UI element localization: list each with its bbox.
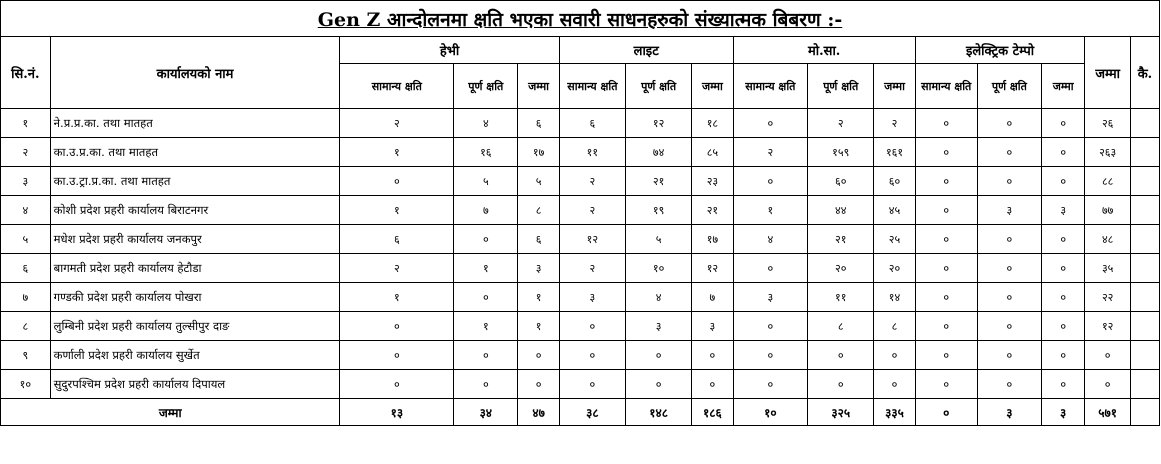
cell-tempo-minor: ० xyxy=(915,341,977,370)
cell-total: ४८ xyxy=(1085,225,1131,254)
cell-sn: ४ xyxy=(1,196,51,225)
cell-sn: १० xyxy=(1,370,51,399)
page-title: Gen Z आन्दोलनमा क्षति भएका सवारी साधनहरुको संख्यात्मक बिबरण :- xyxy=(1,1,1160,37)
cell-total: ७७ xyxy=(1085,196,1131,225)
subheader-heavy-sum: जम्मा xyxy=(518,64,559,109)
cell-total: ० xyxy=(1085,370,1131,399)
cell-heavy-minor: १ xyxy=(340,283,454,312)
cell-tempo-sum: ० xyxy=(1041,312,1084,341)
cell-light-minor: ११ xyxy=(559,138,625,167)
cell-remarks xyxy=(1130,167,1159,196)
cell-light-minor: २ xyxy=(559,254,625,283)
cell-heavy-sum: ८ xyxy=(518,196,559,225)
cell-remarks xyxy=(1130,341,1159,370)
cell-remarks xyxy=(1130,225,1159,254)
cell-heavy-minor: १ xyxy=(340,196,454,225)
cell-sn: २ xyxy=(1,138,51,167)
cell-heavy-full: ० xyxy=(454,225,518,254)
cell-office: सुदुरपश्चिम प्रदेश प्रहरी कार्यालय दिपायल xyxy=(50,370,340,399)
cell-heavy-sum: ० xyxy=(518,341,559,370)
subheader-mosa-sum: जम्मा xyxy=(874,64,915,109)
table-row xyxy=(1,138,1160,167)
header-mosa: मो.सा. xyxy=(733,37,915,64)
cell-mosa-minor: १ xyxy=(733,196,808,225)
cell-remarks xyxy=(1130,138,1159,167)
cell-heavy-full: १६ xyxy=(454,138,518,167)
table-row xyxy=(1,341,1160,370)
subheader-light-full: पूर्ण क्षति xyxy=(626,64,692,109)
cell-heavy-minor: ० xyxy=(340,341,454,370)
total-tempo-sum: ३ xyxy=(1041,399,1084,426)
cell-tempo-full: ३ xyxy=(977,196,1041,225)
cell-heavy-minor: २ xyxy=(340,254,454,283)
cell-heavy-minor: २ xyxy=(340,109,454,138)
cell-mosa-full: ४४ xyxy=(808,196,874,225)
cell-mosa-full: ० xyxy=(808,341,874,370)
cell-mosa-sum: २ xyxy=(874,109,915,138)
cell-heavy-sum: ५ xyxy=(518,167,559,196)
cell-office: कर्णाली प्रदेश प्रहरी कार्यालय सुर्खेत xyxy=(50,341,340,370)
cell-tempo-minor: ० xyxy=(915,138,977,167)
header-total: जम्मा xyxy=(1085,37,1131,109)
cell-heavy-full: ० xyxy=(454,283,518,312)
cell-light-minor: १२ xyxy=(559,225,625,254)
cell-heavy-minor: ० xyxy=(340,312,454,341)
subheader-mosa-full: पूर्ण क्षति xyxy=(808,64,874,109)
cell-mosa-sum: १४ xyxy=(874,283,915,312)
table-row xyxy=(1,283,1160,312)
cell-mosa-full: २० xyxy=(808,254,874,283)
table-row xyxy=(1,225,1160,254)
cell-tempo-full: ० xyxy=(977,312,1041,341)
cell-tempo-minor: ० xyxy=(915,283,977,312)
cell-heavy-sum: ६ xyxy=(518,225,559,254)
cell-remarks xyxy=(1130,109,1159,138)
total-grand: ५७१ xyxy=(1085,399,1131,426)
subheader-light-minor: सामान्य क्षति xyxy=(559,64,625,109)
cell-light-sum: १२ xyxy=(692,254,733,283)
table-row xyxy=(1,370,1160,399)
cell-heavy-sum: ० xyxy=(518,370,559,399)
cell-office: लुम्बिनी प्रदेश प्रहरी कार्यालय तुल्सीपुर दाङ xyxy=(50,312,340,341)
total-tempo-minor: ० xyxy=(915,399,977,426)
total-mosa-minor: १० xyxy=(733,399,808,426)
cell-heavy-sum: ३ xyxy=(518,254,559,283)
cell-heavy-full: १ xyxy=(454,254,518,283)
cell-heavy-full: १ xyxy=(454,312,518,341)
subheader-tempo-sum: जम्मा xyxy=(1041,64,1084,109)
cell-tempo-minor: ० xyxy=(915,167,977,196)
cell-tempo-sum: ० xyxy=(1041,225,1084,254)
table-row xyxy=(1,254,1160,283)
total-light-sum: १८६ xyxy=(692,399,733,426)
cell-mosa-sum: २० xyxy=(874,254,915,283)
cell-heavy-minor: १ xyxy=(340,138,454,167)
cell-mosa-sum: ० xyxy=(874,370,915,399)
cell-heavy-full: ४ xyxy=(454,109,518,138)
cell-office: कोशी प्रदेश प्रहरी कार्यालय बिराटनगर xyxy=(50,196,340,225)
cell-total: ३५ xyxy=(1085,254,1131,283)
cell-tempo-sum: ० xyxy=(1041,370,1084,399)
cell-tempo-sum: ० xyxy=(1041,254,1084,283)
cell-light-full: ० xyxy=(626,370,692,399)
cell-sn: ३ xyxy=(1,167,51,196)
cell-sn: ६ xyxy=(1,254,51,283)
cell-light-sum: १८ xyxy=(692,109,733,138)
cell-mosa-minor: ० xyxy=(733,341,808,370)
cell-heavy-full: ५ xyxy=(454,167,518,196)
cell-heavy-sum: १ xyxy=(518,283,559,312)
cell-heavy-minor: ० xyxy=(340,167,454,196)
cell-tempo-full: ० xyxy=(977,167,1041,196)
cell-light-sum: २१ xyxy=(692,196,733,225)
total-heavy-sum: ४७ xyxy=(518,399,559,426)
cell-tempo-full: ० xyxy=(977,138,1041,167)
cell-light-sum: ३ xyxy=(692,312,733,341)
cell-heavy-minor: ६ xyxy=(340,225,454,254)
cell-sn: १ xyxy=(1,109,51,138)
total-heavy-full: ३४ xyxy=(454,399,518,426)
cell-mosa-minor: ० xyxy=(733,312,808,341)
total-mosa-full: ३२५ xyxy=(808,399,874,426)
totals-row xyxy=(1,399,1160,426)
cell-total: ० xyxy=(1085,341,1131,370)
subheader-tempo-full: पूर्ण क्षति xyxy=(977,64,1041,109)
cell-tempo-sum: ० xyxy=(1041,283,1084,312)
cell-mosa-minor: २ xyxy=(733,138,808,167)
cell-light-full: १० xyxy=(626,254,692,283)
subheader-heavy-full: पूर्ण क्षति xyxy=(454,64,518,109)
cell-sn: ५ xyxy=(1,225,51,254)
cell-mosa-sum: ६० xyxy=(874,167,915,196)
subheader-tempo-minor: सामान्य क्षति xyxy=(915,64,977,109)
cell-office: बागमती प्रदेश प्रहरी कार्यालय हेटौडा xyxy=(50,254,340,283)
subheader-mosa-minor: सामान्य क्षति xyxy=(733,64,808,109)
cell-office: गण्डकी प्रदेश प्रहरी कार्यालय पोखरा xyxy=(50,283,340,312)
cell-mosa-minor: ० xyxy=(733,254,808,283)
cell-mosa-sum: २५ xyxy=(874,225,915,254)
cell-sn: ९ xyxy=(1,341,51,370)
total-remarks xyxy=(1130,399,1159,426)
table-row xyxy=(1,167,1160,196)
cell-office: ने.प्र.प्र.का. तथा मातहत xyxy=(50,109,340,138)
cell-tempo-full: ० xyxy=(977,254,1041,283)
cell-tempo-sum: ३ xyxy=(1041,196,1084,225)
cell-mosa-sum: ४५ xyxy=(874,196,915,225)
header-office: कार्यालयको नाम xyxy=(50,37,340,109)
subheader-light-sum: जम्मा xyxy=(692,64,733,109)
total-heavy-minor: १३ xyxy=(340,399,454,426)
cell-light-full: १२ xyxy=(626,109,692,138)
cell-light-full: ४ xyxy=(626,283,692,312)
cell-light-sum: ० xyxy=(692,341,733,370)
cell-light-full: ७४ xyxy=(626,138,692,167)
cell-total: ८८ xyxy=(1085,167,1131,196)
cell-office: का.उ.ट्रा.प्र.का. तथा मातहत xyxy=(50,167,340,196)
cell-mosa-full: २१ xyxy=(808,225,874,254)
cell-mosa-minor: ३ xyxy=(733,283,808,312)
cell-mosa-minor: ४ xyxy=(733,225,808,254)
cell-mosa-full: ८ xyxy=(808,312,874,341)
table-row xyxy=(1,109,1160,138)
cell-light-minor: ० xyxy=(559,312,625,341)
cell-tempo-minor: ० xyxy=(915,196,977,225)
cell-mosa-minor: ० xyxy=(733,109,808,138)
cell-heavy-full: ७ xyxy=(454,196,518,225)
cell-light-minor: ० xyxy=(559,370,625,399)
header-tempo: इलेक्ट्रिक टेम्पो xyxy=(915,37,1085,64)
table-row xyxy=(1,312,1160,341)
cell-tempo-sum: ० xyxy=(1041,109,1084,138)
cell-light-full: २१ xyxy=(626,167,692,196)
cell-light-minor: ६ xyxy=(559,109,625,138)
cell-mosa-full: ११ xyxy=(808,283,874,312)
cell-light-sum: ८५ xyxy=(692,138,733,167)
cell-tempo-full: ० xyxy=(977,341,1041,370)
cell-light-sum: १७ xyxy=(692,225,733,254)
cell-mosa-sum: ० xyxy=(874,341,915,370)
cell-office: का.उ.प्र.का. तथा मातहत xyxy=(50,138,340,167)
cell-light-minor: ३ xyxy=(559,283,625,312)
cell-mosa-full: ० xyxy=(808,370,874,399)
cell-heavy-sum: १ xyxy=(518,312,559,341)
cell-remarks xyxy=(1130,254,1159,283)
cell-tempo-sum: ० xyxy=(1041,341,1084,370)
cell-mosa-full: १५९ xyxy=(808,138,874,167)
cell-tempo-minor: ० xyxy=(915,225,977,254)
total-tempo-full: ३ xyxy=(977,399,1041,426)
cell-tempo-full: ० xyxy=(977,283,1041,312)
cell-mosa-sum: १६१ xyxy=(874,138,915,167)
cell-mosa-full: ६० xyxy=(808,167,874,196)
cell-light-minor: २ xyxy=(559,196,625,225)
cell-tempo-sum: ० xyxy=(1041,138,1084,167)
cell-mosa-minor: ० xyxy=(733,167,808,196)
cell-mosa-minor: ० xyxy=(733,370,808,399)
cell-heavy-minor: ० xyxy=(340,370,454,399)
cell-heavy-full: ० xyxy=(454,370,518,399)
cell-sn: ८ xyxy=(1,312,51,341)
cell-light-full: ५ xyxy=(626,225,692,254)
total-mosa-sum: ३३५ xyxy=(874,399,915,426)
header-light: लाइट xyxy=(559,37,733,64)
cell-heavy-full: ० xyxy=(454,341,518,370)
cell-total: १२ xyxy=(1085,312,1131,341)
total-light-minor: ३८ xyxy=(559,399,625,426)
cell-tempo-full: ० xyxy=(977,225,1041,254)
cell-remarks xyxy=(1130,312,1159,341)
cell-sn: ७ xyxy=(1,283,51,312)
cell-mosa-full: २ xyxy=(808,109,874,138)
cell-light-minor: ० xyxy=(559,341,625,370)
cell-heavy-sum: १७ xyxy=(518,138,559,167)
cell-total: २२ xyxy=(1085,283,1131,312)
cell-tempo-minor: ० xyxy=(915,312,977,341)
cell-light-full: ३ xyxy=(626,312,692,341)
cell-tempo-minor: ० xyxy=(915,109,977,138)
totals-label: जम्मा xyxy=(1,399,340,426)
cell-tempo-minor: ० xyxy=(915,254,977,283)
cell-office: मधेश प्रदेश प्रहरी कार्यालय जनकपुर xyxy=(50,225,340,254)
cell-light-minor: २ xyxy=(559,167,625,196)
cell-remarks xyxy=(1130,196,1159,225)
cell-tempo-minor: ० xyxy=(915,370,977,399)
cell-remarks xyxy=(1130,283,1159,312)
subheader-heavy-minor: सामान्य क्षति xyxy=(340,64,454,109)
header-heavy: हेभी xyxy=(340,37,559,64)
total-light-full: १४८ xyxy=(626,399,692,426)
cell-light-full: १९ xyxy=(626,196,692,225)
cell-remarks xyxy=(1130,370,1159,399)
cell-light-sum: ० xyxy=(692,370,733,399)
cell-tempo-full: ० xyxy=(977,370,1041,399)
cell-tempo-full: ० xyxy=(977,109,1041,138)
table-row xyxy=(1,196,1160,225)
cell-tempo-sum: ० xyxy=(1041,167,1084,196)
cell-total: २६ xyxy=(1085,109,1131,138)
header-sn: सि.नं. xyxy=(1,37,51,109)
cell-total: २६३ xyxy=(1085,138,1131,167)
cell-heavy-sum: ६ xyxy=(518,109,559,138)
header-remarks: कै. xyxy=(1130,37,1159,109)
cell-light-sum: २३ xyxy=(692,167,733,196)
cell-light-sum: ७ xyxy=(692,283,733,312)
cell-light-full: ० xyxy=(626,341,692,370)
cell-mosa-sum: ८ xyxy=(874,312,915,341)
